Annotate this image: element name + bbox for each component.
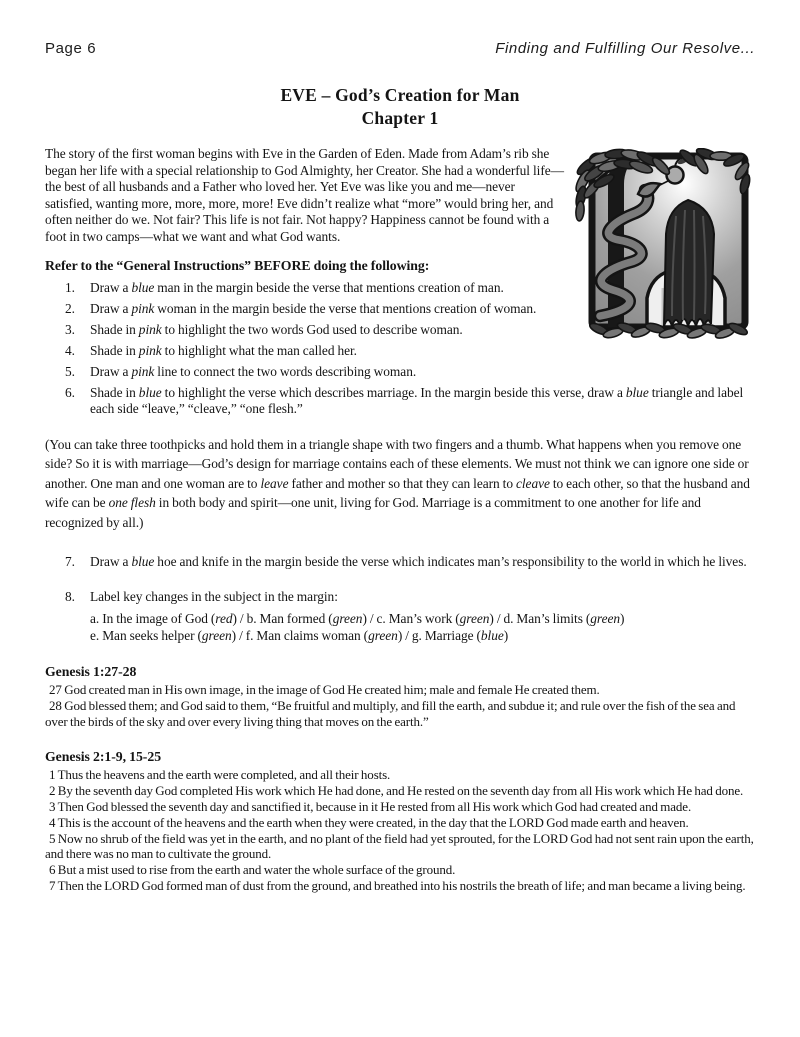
chapter-title: [45, 84, 755, 130]
item-text: [90, 385, 743, 416]
item-8-subline-e-g: [45, 627, 755, 644]
instruction-item-6: [45, 385, 755, 417]
text-segment: Shade in: [90, 384, 139, 400]
text-segment: ): [503, 628, 509, 643]
scripture-heading-genesis-2: Genesis 2:1-9, 15-25: [45, 749, 162, 765]
color-word: blue: [131, 279, 155, 295]
text-segment: to each other, so that the husband and wife can be: [45, 475, 750, 510]
item-text: [90, 280, 504, 295]
text-segment: Draw a: [90, 554, 132, 569]
intro-paragraph: The story of the first woman begins with Eve in the Garden of Eden. Made from Adam’s rib she began her life with a special relationship to God Almighty, her Creator. She had a wonderful life—the best of all husbands and a Father who loved her. Yet Eve was like you and me—never satisfied, wanting more, more, more, more! Eve didn’t realize what “more” would bring her, and often neither do we. Not fair? This life is not fair. Not happy? Happiness cannot be found with a foot in two camps—what we want and what God wants.: [45, 146, 564, 244]
item-text: [90, 589, 338, 604]
chapter-title-line1: EVE – God’s Creation for Man: [280, 85, 520, 105]
text-segment: (You can take three toothpicks and hold them in a triangle shape with two fingers and a thumb. What happens when you remove one side? So it is with marriage—God’s design for marriage contains each of these elements. We must not think we can ignore one side or another. One man and one woman are to: [45, 436, 749, 491]
color-word: green: [590, 611, 621, 626]
text-segment: woman in the margin beside the verse that mentions creation of woman.: [154, 300, 537, 316]
color-word: pink: [138, 321, 162, 337]
text-segment: line to connect the two words describing woman.: [154, 363, 417, 379]
text-segment: to highlight the two words God used to describe woman.: [161, 321, 463, 337]
scripture-heading-genesis-1: Genesis 1:27-28: [45, 664, 137, 679]
text-segment: ) / b. Man formed (: [232, 611, 333, 626]
item-8-subline-a-d: [45, 610, 755, 627]
verse-gen2-2: 2 By the seventh day God completed His work which He had done, and He rested on the seventh day from all His work which He had done.: [49, 783, 744, 799]
item-number: 7.: [65, 554, 75, 569]
color-word: red: [215, 611, 233, 626]
chapter-title-line2: Chapter 1: [361, 108, 439, 128]
text-segment: Label key changes in the subject in the margin:: [90, 589, 338, 604]
item-text: [90, 301, 536, 316]
color-word: green: [201, 628, 232, 643]
text-segment: Draw a: [90, 279, 132, 295]
instruction-item-8: [45, 589, 755, 605]
item-number: 2.: [65, 300, 75, 316]
color-word: leave: [260, 475, 289, 491]
color-word: cleave: [515, 475, 550, 491]
item-text: [90, 554, 747, 569]
text-segment: to highlight the verse which describes marriage. In the margin beside this verse, draw a: [161, 384, 626, 400]
instruction-item-2: [45, 301, 755, 317]
verse-gen2-4: 4 This is the account of the heavens and the earth when they were created, in the day that the LORD God made earth and heaven.: [49, 814, 689, 830]
instruction-item-5: [45, 364, 755, 380]
text-segment: ) / g. Marriage (: [397, 628, 481, 643]
text-segment: ) / c. Man’s work (: [362, 611, 460, 626]
text-segment: man in the margin beside the verse that mentions creation of man.: [154, 279, 504, 295]
page-header: [45, 40, 755, 57]
text-segment: hoe and knife in the margin beside the verse which indicates man’s responsibility to the world in which he lives.: [154, 554, 747, 569]
verse-gen2-3: 3 Then God blessed the seventh day and sanctified it, because in it He rested from all His work which God had created and made.: [49, 798, 692, 814]
item-number: 8.: [65, 589, 75, 604]
text-segment: in both body and spirit—one unit, living for God. Marriage is a commitment to one another for life and recognized by all.): [45, 495, 701, 530]
item-number: 6.: [65, 384, 75, 400]
item-number: 5.: [65, 363, 75, 379]
verse-gen1-28: 28 God blessed them; and God said to them, “Be fruitful and multiply, and fill the earth, and subdue it; and rule over the fish of the sea and over the birds of the sky and over every living thing that moves on the earth.”: [45, 697, 736, 729]
text-segment: Draw a: [90, 300, 132, 316]
item-number: 1.: [65, 279, 75, 295]
text-segment: Shade in: [90, 321, 139, 337]
verse-gen2-6: 6 But a mist used to rise from the earth and water the whole surface of the ground.: [49, 862, 456, 878]
item-text: [90, 322, 463, 337]
color-word: pink: [131, 300, 155, 316]
instruction-item-1: [45, 280, 755, 296]
text-segment: ) / f. Man claims woman (: [231, 628, 369, 643]
color-word: pink: [131, 363, 155, 379]
item-text: [90, 364, 416, 379]
text-segment: to highlight what the man called her.: [161, 342, 357, 358]
color-word: green: [332, 611, 363, 626]
text-segment: a. In the image of God (: [90, 611, 216, 626]
text-segment: ) / d. Man’s limits (: [489, 611, 591, 626]
color-word: blue: [625, 384, 649, 400]
color-word: one flesh: [108, 495, 156, 510]
verse-gen2-5: 5 Now no shrub of the field was yet in the earth, and no plant of the field had yet sprouted, for the LORD God had not sent rain upon the earth, and there was no man to cultivate the ground.: [45, 830, 754, 862]
toothpick-note: [45, 435, 755, 533]
instructions-heading: Refer to the “General Instructions” BEFORE doing the following:: [45, 258, 430, 273]
verse-gen1-27: 27 God created man in His own image, in the image of God He created him; male and female He created them.: [49, 682, 600, 697]
verse-gen2-1: 1 Thus the heavens and the earth were completed, and all their hosts.: [49, 767, 391, 783]
text-segment: triangle and label each side “leave,” “cleave,” “one flesh.”: [90, 384, 744, 416]
text-segment: e. Man seeks helper (: [90, 628, 202, 643]
color-word: blue: [480, 628, 504, 643]
instruction-item-4: [45, 343, 755, 359]
text-segment: ): [620, 611, 625, 626]
color-word: green: [368, 628, 398, 643]
running-title: Finding and Fulfilling Our Resolve...: [495, 40, 755, 57]
page-content: [45, 146, 755, 894]
color-word: green: [459, 611, 490, 626]
text-segment: Draw a: [90, 363, 132, 379]
instruction-item-7: [45, 554, 755, 570]
color-word: pink: [138, 342, 162, 358]
color-word: blue: [131, 554, 155, 569]
text-segment: father and mother so that they can learn to: [288, 475, 516, 491]
item-number: 4.: [65, 342, 75, 358]
color-word: blue: [138, 384, 162, 400]
item-text: [90, 343, 357, 358]
text-segment: Shade in: [90, 342, 139, 358]
instruction-item-3: [45, 322, 755, 338]
verse-gen2-7: 7 Then the LORD God formed man of dust from the ground, and breathed into his nostrils the breath of life; and man became a living being.: [49, 877, 746, 893]
item-number: 3.: [65, 321, 75, 337]
page-number: Page 6: [45, 40, 97, 57]
